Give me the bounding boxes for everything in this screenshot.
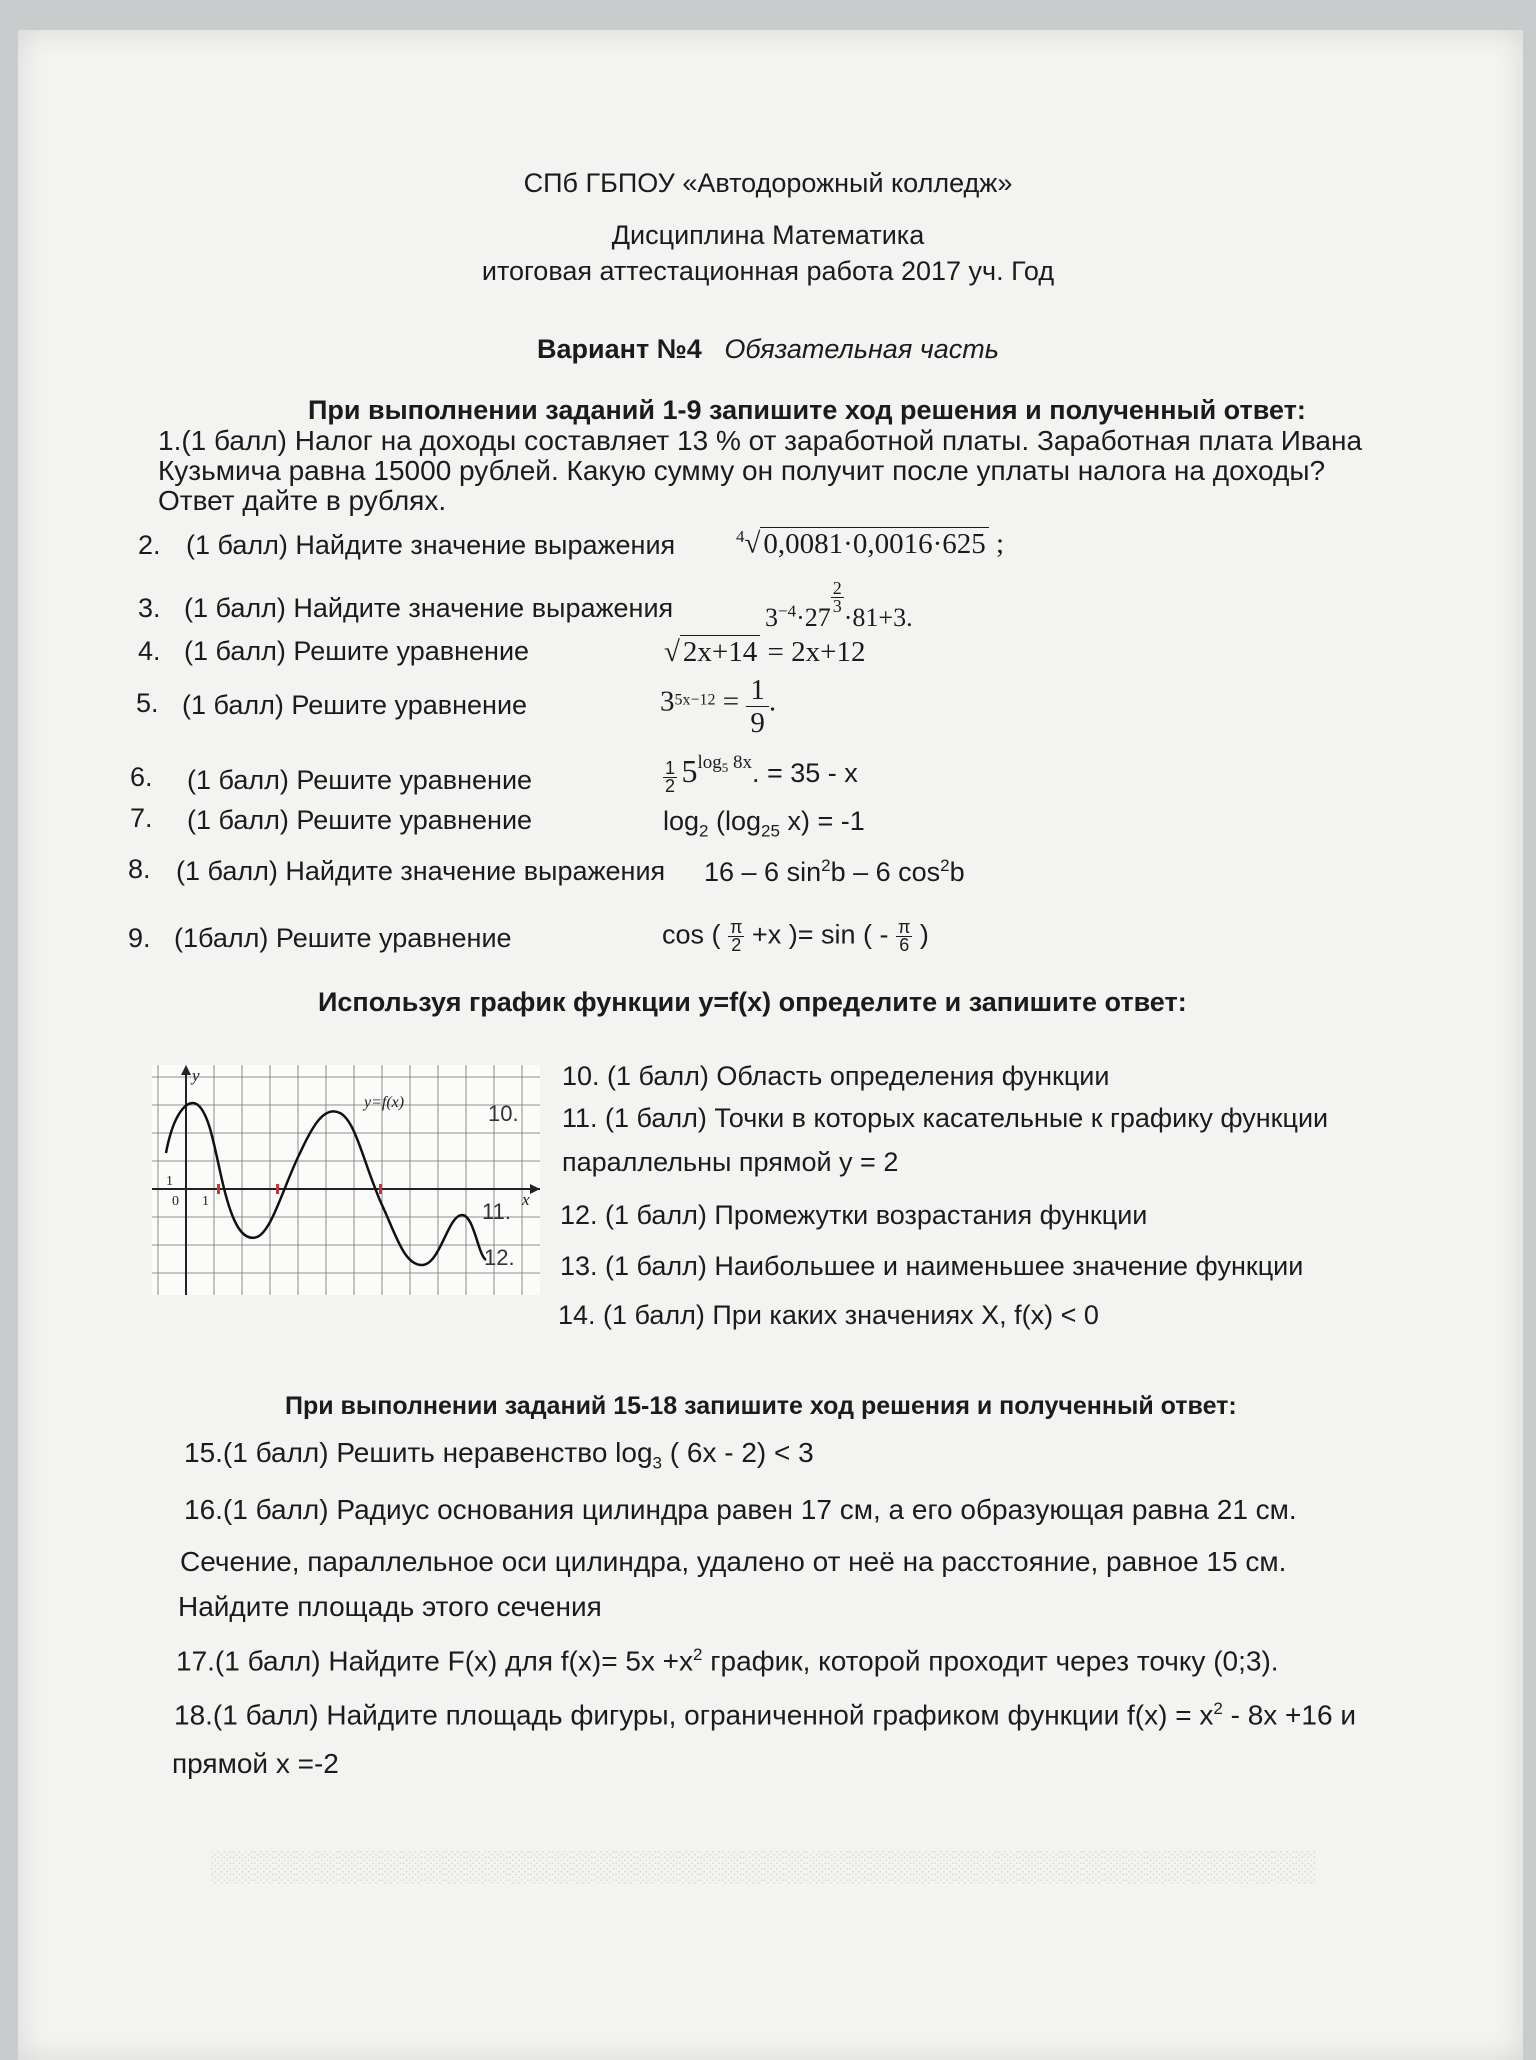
task15-s1: 3 bbox=[652, 1453, 663, 1473]
task6-tail: . = 35 - x bbox=[752, 758, 858, 788]
task6-base: 5 bbox=[681, 753, 698, 789]
task11-text-line1: 11. (1 балл) Точки в которых касательные к графику функции bbox=[562, 1103, 1329, 1133]
task5-eq: = bbox=[715, 685, 747, 718]
task8-e1: 2 bbox=[821, 856, 831, 875]
task8-expression bbox=[704, 856, 965, 888]
task5-fraction bbox=[746, 674, 769, 739]
task3-tail: ·81+3. bbox=[843, 603, 913, 632]
task1-line1: 1.(1 балл) Налог на доходы составляет 13 % от заработной платы. Заработная плата Ивана bbox=[158, 425, 1363, 456]
task1-line3: Ответ дайте в рублях. bbox=[158, 485, 447, 516]
task2-root-body: 0,0081·0,0016·625 bbox=[760, 527, 988, 560]
task9-p3: ) bbox=[912, 919, 929, 950]
task6-coef-den: 2 bbox=[665, 776, 676, 797]
work-title: итоговая аттестационная работа 2017 уч. Год bbox=[481, 256, 1055, 286]
task3-base: 3 bbox=[765, 603, 778, 632]
part-label: Обязательная часть bbox=[724, 334, 999, 364]
task4-text: (1 балл) Решите уравнение bbox=[184, 636, 530, 666]
task8-e2: 2 bbox=[940, 856, 950, 875]
task8-p3: b bbox=[949, 857, 965, 887]
task7-text: (1 балл) Решите уравнение bbox=[187, 805, 533, 835]
task6-exp-log: log bbox=[697, 752, 722, 773]
handwritten-mark-10: 10. bbox=[488, 1101, 519, 1126]
task15-p1: 15.(1 балл) Решить неравенство log bbox=[184, 1437, 653, 1468]
task7-expression bbox=[663, 806, 865, 841]
section2-instruction: Используя график функции y=f(x) определите и запишите ответ: bbox=[318, 987, 1187, 1017]
task9-p2: +x )= sin ( - bbox=[744, 919, 896, 950]
task3-expression bbox=[765, 580, 913, 633]
task14-text: 14. (1 балл) При каких значениях X, f(x) < 0 bbox=[558, 1300, 1099, 1330]
task16-line2: Сечение, параллельное оси цилиндра, удалено от неё на расстояние, равное 15 см. bbox=[180, 1546, 1287, 1577]
task9-frac1-den: 2 bbox=[731, 935, 742, 955]
function-graph-svg bbox=[152, 1065, 540, 1295]
discipline-title: Дисциплина Математика bbox=[611, 220, 925, 250]
task15-text bbox=[184, 1437, 814, 1474]
college-title: СПб ГБПОУ «Автодорожный колледж» bbox=[523, 168, 1013, 198]
task8-p2: b – 6 cos bbox=[830, 857, 941, 887]
task6-coef-num: 1 bbox=[665, 758, 676, 779]
label-x-axis: x bbox=[522, 1190, 530, 1209]
task11-text-line2: параллельны прямой y = 2 bbox=[562, 1147, 899, 1177]
task12-text: 12. (1 балл) Промежутки возрастания функции bbox=[560, 1200, 1148, 1230]
task8-text: (1 балл) Найдите значение выражения bbox=[176, 856, 666, 886]
task18-line2: прямой x =-2 bbox=[172, 1748, 339, 1779]
task9-text: (1балл) Решите уравнение bbox=[174, 923, 512, 953]
task2-number: 2. bbox=[138, 530, 161, 560]
task7-s2: 25 bbox=[761, 821, 780, 841]
task6-text: (1 балл) Решите уравнение bbox=[187, 765, 533, 795]
task8-number: 8. bbox=[128, 854, 151, 884]
task5-tail: . bbox=[768, 685, 777, 718]
variant-label: Вариант №4 bbox=[537, 334, 702, 364]
label-one-y: 1 bbox=[166, 1174, 173, 1189]
task3-text: (1 балл) Найдите значение выражения bbox=[184, 593, 674, 623]
graph-grid bbox=[152, 1065, 540, 1295]
task6-expression bbox=[663, 752, 858, 795]
task7-p3: x) = -1 bbox=[779, 806, 865, 836]
task5-base: 3 bbox=[660, 685, 675, 718]
task4-tail: = 2x+12 bbox=[760, 636, 866, 668]
task15-p2: ( 6x - 2) < 3 bbox=[662, 1437, 814, 1468]
task6-number: 6. bbox=[130, 762, 153, 792]
task6-exp bbox=[697, 752, 752, 773]
function-graph bbox=[152, 1065, 540, 1295]
task2-text: (1 балл) Найдите значение выражения bbox=[186, 530, 676, 560]
task18-line1 bbox=[174, 1699, 1356, 1731]
task3-mid: ·27 bbox=[796, 603, 831, 632]
task9-p1: cos ( bbox=[662, 919, 729, 950]
task3-exp1: −4 bbox=[778, 601, 797, 621]
label-y-axis: y bbox=[192, 1066, 200, 1085]
task3-exp-num: 2 bbox=[832, 578, 842, 598]
task18-p2: - 8x +16 и bbox=[1222, 1699, 1356, 1731]
task6-exp-sub: 5 bbox=[721, 760, 729, 775]
task5-text: (1 балл) Решите уравнение bbox=[182, 690, 528, 720]
task17-p1: 17.(1 балл) Найдите F(x) для f(x)= 5x +x bbox=[176, 1645, 694, 1677]
task9-frac2-den: 6 bbox=[899, 935, 910, 955]
task2-tail: ; bbox=[988, 527, 1005, 560]
task5-denominator: 9 bbox=[750, 707, 765, 739]
task5-expression bbox=[660, 674, 776, 739]
task6-exp-tail: 8x bbox=[728, 752, 752, 773]
task17-e1: 2 bbox=[693, 1645, 703, 1664]
task9-frac2 bbox=[896, 919, 912, 954]
task17-p2: график, которой проходит через точку (0;3). bbox=[702, 1645, 1279, 1677]
task16-line3: Найдите площадь этого сечения bbox=[178, 1591, 602, 1622]
task18-p1: 18.(1 балл) Найдите площадь фигуры, ограниченной графиком функции f(x) = x bbox=[174, 1699, 1214, 1731]
task3-number: 3. bbox=[138, 593, 161, 623]
task9-frac2-num: π bbox=[897, 917, 911, 937]
task5-exp: 5x−12 bbox=[674, 691, 716, 709]
task7-s1: 2 bbox=[699, 821, 709, 841]
task2-expression: $^4$√ 0,0081·0,0016·625 ; bbox=[736, 527, 1005, 560]
handwritten-mark-12: 12. bbox=[484, 1245, 515, 1270]
task7-number: 7. bbox=[130, 803, 153, 833]
task9-expression bbox=[662, 919, 929, 954]
bleed-through-decoration: ░░░░░░░░░░░░░░░░░░░░░░░░░░░░░░░░░░░░░░░░░░░░░░░░░░░░ bbox=[210, 1850, 1316, 1883]
task3-exp-den: 3 bbox=[832, 596, 842, 616]
task13-text: 13. (1 балл) Наибольшее и наименьшее значение функции bbox=[560, 1251, 1304, 1281]
task9-frac1-num: π bbox=[730, 917, 743, 937]
task5-number: 5. bbox=[136, 688, 159, 718]
task4-expression: √ 2x+14 = 2x+12 bbox=[664, 636, 866, 668]
task7-p1: log bbox=[663, 806, 700, 836]
task6-coef bbox=[663, 760, 677, 795]
y-axis-arrow bbox=[181, 1065, 191, 1075]
task4-number: 4. bbox=[138, 636, 161, 666]
x-axis-arrow bbox=[530, 1184, 540, 1194]
task8-p1: 16 – 6 sin bbox=[704, 857, 822, 887]
task16-line1: 16.(1 балл) Радиус основания цилиндра равен 17 см, а его образующая равна 21 см. bbox=[184, 1494, 1297, 1525]
task17-text bbox=[176, 1645, 1279, 1677]
task3-exp-fraction bbox=[831, 580, 844, 615]
task9-frac1 bbox=[728, 919, 744, 954]
task2-root-index: 4 bbox=[736, 527, 745, 546]
task1-line2: Кузьмича равна 15000 рублей. Какую сумму он получит после уплаты налога на доходы? bbox=[158, 455, 1326, 486]
label-function: y=f(x) bbox=[364, 1094, 405, 1111]
task9-number: 9. bbox=[128, 923, 151, 953]
label-origin: 0 bbox=[172, 1194, 179, 1209]
handwritten-mark-11: 11. bbox=[482, 1199, 511, 1224]
task18-e1: 2 bbox=[1213, 1699, 1223, 1718]
task10-text: 10. (1 балл) Область определения функции bbox=[562, 1061, 1110, 1091]
section3-instruction: При выполнении заданий 15-18 запишите ход решения и полученный ответ: bbox=[285, 1392, 1237, 1420]
task5-numerator: 1 bbox=[746, 674, 769, 707]
label-one-x: 1 bbox=[202, 1194, 209, 1209]
variant-line bbox=[0, 334, 1536, 365]
task4-root-body: 2x+14 bbox=[680, 635, 760, 668]
task7-p2: (log bbox=[708, 806, 762, 836]
section1-instruction: При выполнении заданий 1-9 запишите ход решения и полученный ответ: bbox=[308, 395, 1306, 425]
